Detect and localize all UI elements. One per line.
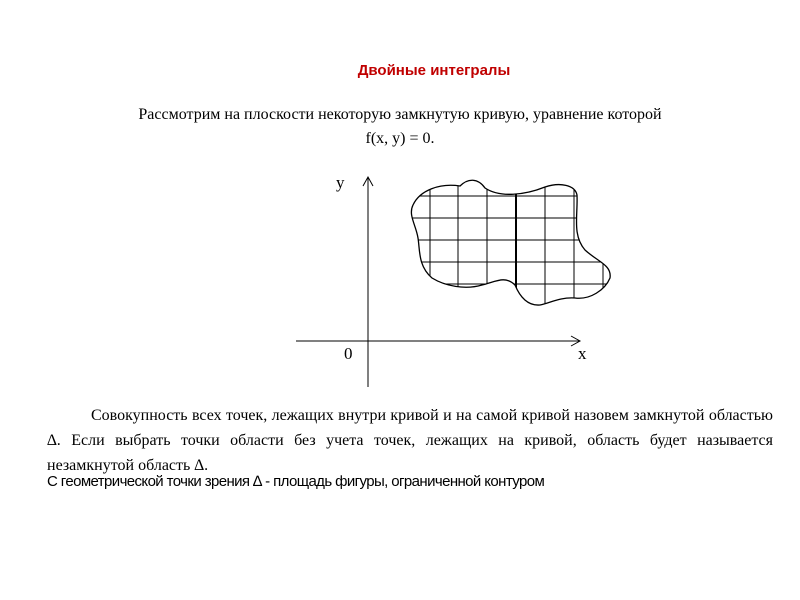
definition-paragraph <box>47 403 773 478</box>
origin-label: 0 <box>344 344 353 363</box>
region-grid <box>400 175 620 315</box>
page-title: Двойные интегралы <box>357 62 511 79</box>
closed-curve <box>411 180 610 305</box>
y-axis-label: y <box>336 173 345 192</box>
intro-equation: f(x, y) = 0. <box>365 130 435 147</box>
x-axis-label: x <box>578 344 587 363</box>
intro-line-1: Рассмотрим на плоскости некоторую замкнутую кривую, уравнение которой <box>138 106 662 123</box>
definition-text: Совокупность всех точек, лежащих внутри кривой и на самой кривой назовем замкнутой областью ∆. Если выбрать точки области без учета точек, лежащих на кривой, область будет называется незамкнутой область ∆. <box>47 407 773 474</box>
geometric-note: С геометрической точки зрения ∆ - площадь фигуры, ограниченной контуром <box>47 473 545 490</box>
